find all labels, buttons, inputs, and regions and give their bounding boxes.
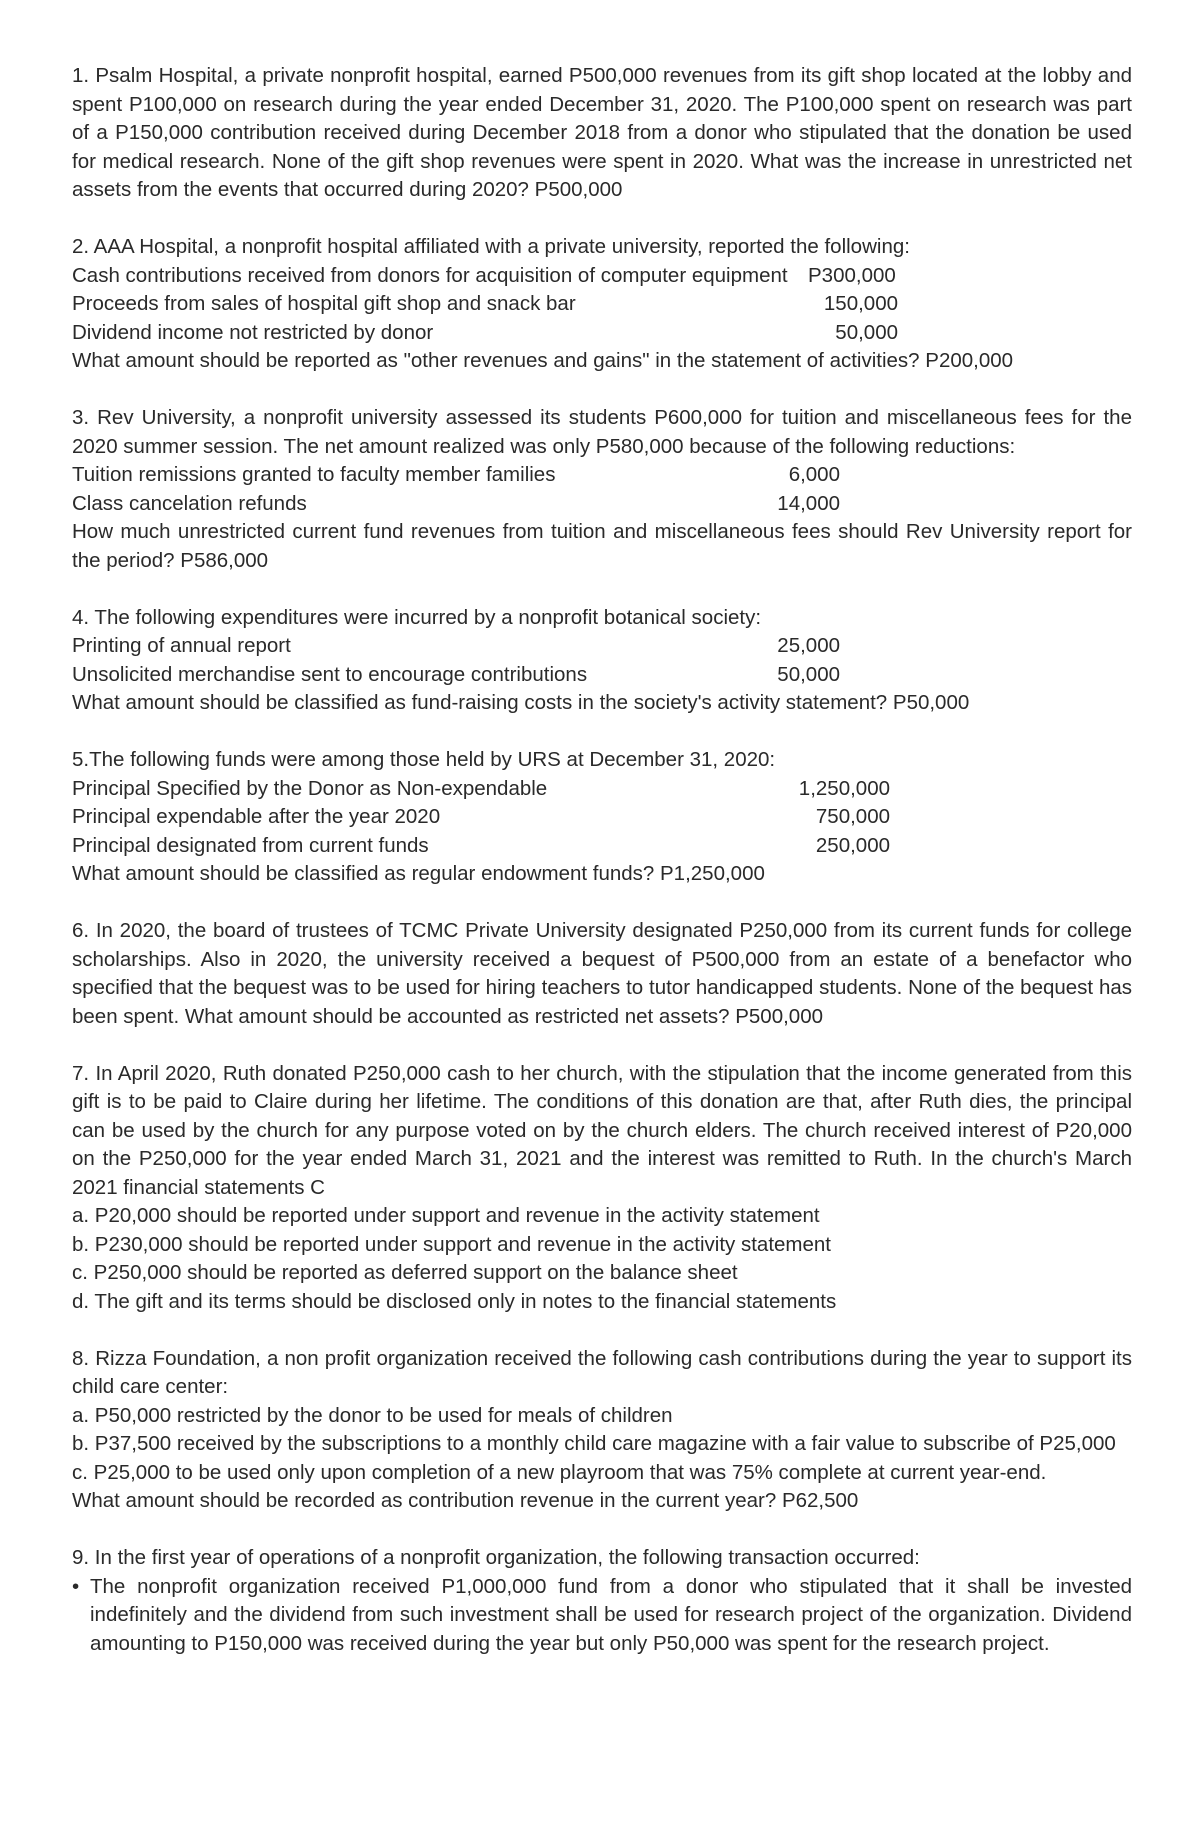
question-4-item: [72, 632, 1132, 661]
option-a: a. P20,000 should be reported under support and revenue in the activity statement: [72, 1204, 820, 1227]
item-label: Cash contributions received from donors for acquisition of computer equipment: [72, 263, 788, 287]
item-amount: 250,000: [815, 833, 890, 857]
question-9-intro: 9. In the first year of operations of a nonprofit organization, the following transaction occurred:: [72, 1546, 920, 1569]
question-1-text: 1. Psalm Hospital, a private nonprofit hospital, earned P500,000 revenues from its gift shop located at the lobby and spent P100,000 on research during the year ended December 31, 2020. The P100,000 spent on research was part of a P150,000 contribution received during December 2018 from a donor who stipulated that the donation be used for medical research. None of the gift shop revenues were spent in 2020. What was the increase in unrestricted net assets from the events that occurred during 2020? P500,000: [72, 64, 1132, 201]
question-3-item: [72, 490, 1132, 519]
item-amount: 50,000: [835, 320, 898, 344]
option-a: a. P50,000 restricted by the donor to be used for meals of children: [72, 1403, 673, 1427]
item-label: Principal expendable after the year 2020: [72, 805, 441, 828]
question-2-item: [72, 262, 1132, 291]
question-1: [72, 62, 1132, 205]
option-c: c. P25,000 to be used only upon completion of a new playroom that was 75% complete at current year-end.: [72, 1460, 1047, 1484]
item-label: Unsolicited merchandise sent to encourage contributions: [72, 662, 588, 686]
question-4: [72, 604, 1132, 718]
question-5-item: [72, 803, 1132, 832]
item-label: Principal Specified by the Donor as Non-expendable: [72, 776, 548, 800]
item-amount: 25,000: [777, 634, 840, 657]
bullet-item: • The nonprofit organization received P1,000,000 fund from a donor who stipulated that it shall be invested indefinitely and the dividend from such investment shall be used for research project of the organization. Dividend amounting to P150,000 was received during the year but only P50,000 was spent for the research project.: [72, 1573, 1132, 1659]
question-4-question: What amount should be classified as fund-raising costs in the society's activity statement? P50,000: [72, 691, 970, 714]
question-2-question: What amount should be reported as "other revenues and gains" in the statement of activities? P200,000: [72, 349, 1014, 372]
question-9: [72, 1544, 1132, 1658]
item-label: Tuition remissions granted to faculty member families: [72, 463, 556, 486]
option-b: b. P37,500 received by the subscriptions to a monthly child care magazine with a fair value to subscribe of P25,000: [72, 1432, 1116, 1455]
question-2-intro: 2. AAA Hospital, a nonprofit hospital affiliated with a private university, reported the following:: [72, 235, 910, 258]
question-6: [72, 917, 1132, 1031]
question-9-bullets: [72, 1573, 1132, 1659]
question-3-question: How much unrestricted current fund revenues from tuition and miscellaneous fees should Rev University report for the period? P586,000: [72, 520, 1132, 572]
question-5-intro: 5.The following funds were among those held by URS at December 31, 2020:: [72, 748, 776, 771]
question-5-question: What amount should be classified as regular endowment funds? P1,250,000: [72, 862, 765, 885]
question-5: [72, 746, 1132, 889]
question-3-item: [72, 461, 1132, 490]
option-d: d. The gift and its terms should be disclosed only in notes to the financial statements: [72, 1289, 837, 1313]
option-c: c. P250,000 should be reported as deferred support on the balance sheet: [72, 1261, 738, 1284]
question-2-item: [72, 319, 1132, 348]
document-page: [72, 62, 1132, 1687]
item-amount: 14,000: [777, 491, 840, 515]
item-label: Printing of annual report: [72, 634, 291, 657]
question-2: [72, 233, 1132, 376]
question-7-intro: 7. In April 2020, Ruth donated P250,000 cash to her church, with the stipulation that the income generated from this gift is to be paid to Claire during her lifetime. The conditions of this donation are that, after Ruth dies, the principal can be used by the church for any purpose voted on by the church elders. The church received interest of P20,000 on the P250,000 for the year ended March 31, 2021 and the interest was remitted to Ruth. In the church's March 2021 financial statements C: [72, 1061, 1132, 1199]
question-5-item: [72, 832, 1132, 861]
question-6-text: 6. In 2020, the board of trustees of TCMC Private University designated P250,000 from its current funds for college scholarships. Also in 2020, the university received a bequest of P500,000 from an estate of a benefactor who specified that the bequest was to be used for hiring teachers to tutor handicapped students. None of the bequest has been spent. What amount should be accounted as restricted net assets? P500,000: [72, 919, 1132, 1028]
question-3: [72, 404, 1132, 575]
question-3-intro: 3. Rev University, a nonprofit university assessed its students P600,000 for tuition and miscellaneous fees for the 2020 summer session. The net amount realized was only P580,000 because of the following reductions:: [72, 406, 1132, 458]
item-amount: 750,000: [815, 805, 890, 828]
question-8-question: What amount should be recorded as contribution revenue in the current year? P62,500: [72, 1489, 859, 1512]
item-amount: 6,000: [788, 463, 840, 486]
option-b: b. P230,000 should be reported under support and revenue in the activity statement: [72, 1232, 832, 1256]
question-7: [72, 1060, 1132, 1317]
item-label: Proceeds from sales of hospital gift shop and snack bar: [72, 292, 576, 315]
item-amount: 150,000: [823, 292, 898, 315]
question-5-item: [72, 775, 1132, 804]
question-8: [72, 1345, 1132, 1516]
item-label: Dividend income not restricted by donor: [72, 320, 434, 344]
question-8-intro: 8. Rizza Foundation, a non profit organization received the following cash contributions during the year to support its child care center:: [72, 1346, 1132, 1398]
item-amount: P300,000: [808, 263, 896, 287]
item-label: Class cancelation refunds: [72, 491, 307, 515]
item-amount: 1,250,000: [798, 776, 890, 800]
question-2-item: [72, 290, 1132, 319]
question-4-item: [72, 661, 1132, 690]
item-amount: 50,000: [777, 662, 840, 686]
question-4-intro: 4. The following expenditures were incurred by a nonprofit botanical society:: [72, 605, 762, 629]
item-label: Principal designated from current funds: [72, 833, 429, 857]
